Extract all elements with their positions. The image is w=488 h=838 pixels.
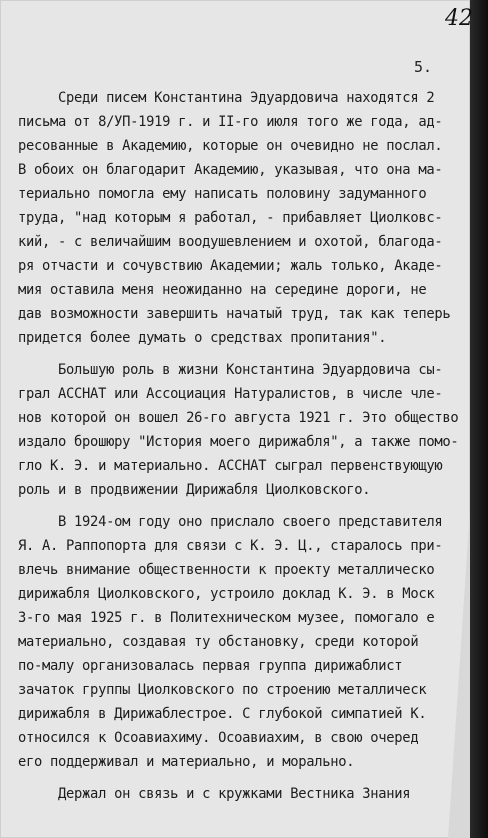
text-line: влечь внимание общественности к проекту металлическо [18, 562, 435, 578]
text-line: труда, "над которым я работал, - прибавляет Циолковс- [18, 210, 443, 226]
text-line: 3-го мая 1925 г. в Политехническом музее, помогало е [18, 610, 435, 626]
text-line: ря отчасти и сочувствию Академии; жаль только, Акаде- [18, 258, 443, 274]
paragraph [18, 510, 466, 774]
text-line: материально, создавая ту обстановку, среди которой [18, 634, 419, 650]
text-line: Среди писем Константина Эдуардовича находятся 2 [18, 90, 435, 106]
text-line: дав возможности завершить начатый труд, так как теперь [18, 306, 451, 322]
text-line: нов которой он вошел 26-го августа 1921 г. Это общество [18, 410, 459, 426]
text-line: издало брошюру "История моего дирижабля", а также помо- [18, 434, 459, 450]
paragraph [18, 86, 466, 350]
page-number: 5. [414, 58, 433, 76]
paragraph [18, 782, 466, 806]
text-line: мия оставила меня неожиданно на середине дороги, не [18, 282, 427, 298]
text-line: зачаток группы Циолковского по строению металлическ [18, 682, 427, 698]
text-line: по-малу организовалась первая группа дирижаблист [18, 658, 403, 674]
archive-page-number: 42 [445, 6, 473, 31]
text-line: письма от 8/УП-1919 г. и II-го июля того же года, ад- [18, 114, 443, 130]
paragraph [18, 358, 466, 502]
text-line: териально помогла ему написать половину задуманного [18, 186, 427, 202]
text-line: роль и в продвижении Дирижабля Циолковского. [18, 482, 371, 498]
document-body [18, 86, 466, 806]
text-line: кий, - с величайшим воодушевлением и охотой, благода- [18, 234, 443, 250]
text-line: его поддерживал и материально, и морально. [18, 754, 355, 770]
text-line: Я. А. Раппопорта для связи с К. Э. Ц., старалось при- [18, 538, 443, 554]
text-line: относился к Осоавиахиму. Осоавиахим, в свою очеред [18, 730, 419, 746]
scan-edge [470, 0, 488, 838]
text-line: В 1924-ом году оно прислало своего представителя [18, 514, 443, 530]
text-line: грал АССНАТ или Ассоциация Натуралистов, в числе чле- [18, 386, 443, 402]
text-line: придется более думать о средствах пропитания". [18, 330, 387, 346]
text-line: гло К. Э. и материально. АССНАТ сыграл первенствующую [18, 458, 443, 474]
text-line: Держал он связь и с кружками Вестника Знания [18, 786, 411, 802]
text-line: Большую роль в жизни Константина Эдуардовича сы- [18, 362, 443, 378]
text-line: В обоих он благодарит Академию, указывая, что она ма- [18, 162, 443, 178]
text-line: ресованные в Академию, которые он очевидно не послал. [18, 138, 443, 154]
text-line: дирижабля в Дирижаблестрое. С глубокой симпатией К. [18, 706, 427, 722]
text-line: дирижабля Циолковского, устроило доклад К. Э. в Моск [18, 586, 435, 602]
